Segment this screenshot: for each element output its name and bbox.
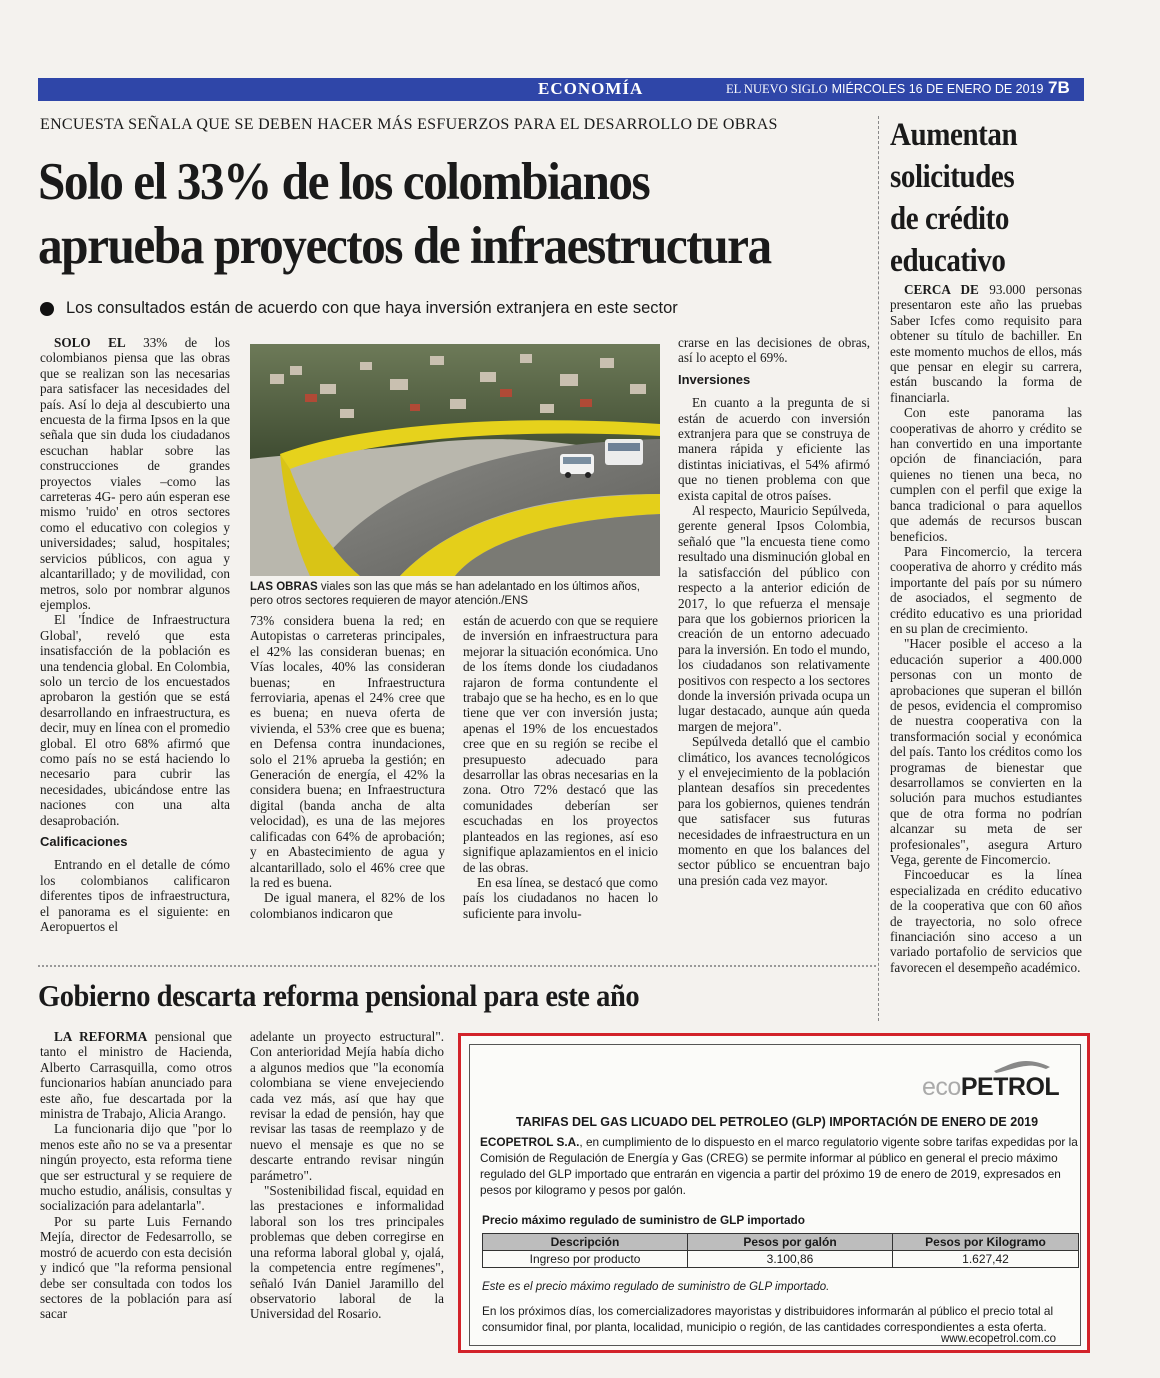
side-article-column: [890, 282, 1082, 975]
price-table: [482, 1233, 1079, 1268]
logo-eco: eco: [922, 1073, 961, 1101]
table-header-row: [483, 1234, 1079, 1251]
paragraph: "Hacer posible el acceso a la educación superior a 400.000 personas con un monto de aprobaciones que superan el billón de pesos, evidencia el compromiso de nuestra cooperativa con la transformación social y económica del país. Tanto los créditos como los programas de bienestar que desarrollamos se convierten en la solución para muchos estudiantes que de otra forma no podrían alcanzar su meta de ser profesionales", asegura Arturo Vega, gerente de Fincomercio.: [890, 636, 1082, 868]
masthead: EL NUEVO SIGLO: [726, 82, 828, 96]
paragraph: De igual manera, el 82% de los colombianos indicaron que: [250, 890, 445, 921]
page-number: 7B: [1048, 78, 1070, 97]
paragraph: Para Fincomercio, la tercera cooperativa de ahorro y crédito más importante del país por su número de asociados, el segmento de crédito educativo es una prioridad en su plan de crecimiento.: [890, 543, 1082, 636]
logo-petrol: PETROL: [960, 1073, 1060, 1101]
article-column-3: [463, 613, 658, 921]
caption-lead: LAS OBRAS: [250, 581, 318, 593]
ad-frame: [469, 1044, 1081, 1346]
ad-title: TARIFAS DEL GAS LICUADO DEL PETROLEO (GLP) IMPORTACIÓN DE ENERO DE 2019: [516, 1115, 1039, 1129]
lead-in: SOLO EL: [54, 335, 126, 350]
ad-body: [480, 1134, 1080, 1198]
ecopetrol-logo: [922, 1073, 1059, 1102]
table-header: Pesos por galón: [688, 1234, 893, 1251]
lead-in: CERCA DE: [904, 282, 979, 297]
ad-note: Este es el precio máximo regulado de suministro de GLP importado.: [482, 1281, 830, 1293]
paragraph: Sepúlveda detalló que el cambio climático, los avances tecnológicos y el envejecimiento de la población plantean desafíos sin precedentes para los gobiernos, quienes tendrán que satisfacer sus futuras necesidades de infraestructura en un momento en que los balances del sector público se encuentran bajo una presión cada vez mayor.: [678, 734, 870, 888]
table-header: Pesos por Kilogramo: [893, 1234, 1079, 1251]
paragraph: La funcionaria dijo que "por lo menos este año no se va a presentar ningún proyecto, esta reforma tiene que ser estructural y se requiere de mucho estudio, análisis, consultas y socialización para adelantarla".: [40, 1121, 232, 1214]
paragraph: En esa línea, se destacó que como país los ciudadanos no hacen lo suficiente para involu-: [463, 874, 658, 921]
paragraph: "Sostenibilidad fiscal, equidad en las prestaciones e informalidad laboral son los tres principales problemas que deben corregirse en una reforma laboral global y, ojalá, la competencia entre regímenes", señaló Iván Daniel Jaramillo del observatorio laboral de la Universidad del Rosario.: [250, 1183, 444, 1322]
article-headline: [38, 150, 819, 278]
pension-article-headline: Gobierno descarta reforma pensional para este año: [38, 978, 640, 1013]
paragraph: 93.000 personas presentaron este año las pruebas Saber Icfes como requisito para obtener su título de bachiller. En este momento muchos de ellos, más que pensar en elegir su carrera, están buscando la forma de financiarla.: [890, 282, 1082, 405]
section-separator: [38, 965, 876, 967]
caption-text: viales son las que más se han adelantado en los últimos años, pero otros sectores requieren de mayor atención./ENS: [250, 581, 640, 607]
subhead-inversiones: Inversiones: [678, 371, 751, 387]
pension-column-2: [250, 1029, 444, 1322]
ad-url: www.ecopetrol.com.co: [941, 1333, 1057, 1345]
headline-line-1: Solo el 33% de los colombianos: [38, 153, 650, 211]
pension-column-1: [40, 1029, 232, 1322]
table-cell: Ingreso por producto: [483, 1251, 688, 1268]
table-cell: 3.100,86: [688, 1251, 893, 1268]
lead-in: LA REFORMA: [54, 1029, 148, 1044]
ad-footer-text: En los próximos días, los comercializadores mayoristas y distribuidores informarán al público el precio total al consumidor final, por planta, localidad, municipio o región, de las cantidades correspondientes a esta oferta.: [482, 1304, 1054, 1334]
paragraph: 33% de los colombianos piensa que las obras que se realizan son las necesarias para satisfacer las necesidades del país. Así lo deja al descubierto una encuesta de la firma Ipsos en la que señala que sin duda los ciudadanos escuchan hablar sobre las construcciones de grandes proyectos viales –como las carreteras 4G- pero aún esperan ese mismo 'ruido' en otros sectores como el educativo con colegios y universidades; salud, hospitales; servicios públicos, con agua y alcantarillado; y de movilidad, con metros, solo por nombrar algunos ejemplos.: [40, 335, 230, 612]
ad-table-title: Precio máximo regulado de suministro de GLP importado: [482, 1213, 805, 1227]
paragraph: Fincoeducar es la línea especializada en crédito educativo de la cooperativa que con 60 años de trayectoria, no solo ofrece financiación sino acceso a un variado portafolio de servicios que favorecen el desempeño académico.: [890, 867, 1082, 975]
article-subheadline: Los consultados están de acuerdo con que haya inversión extranjera en este sector: [66, 299, 678, 317]
side-headline-line-4: educativo: [890, 243, 1006, 279]
ad-body-text: , en cumplimiento de lo dispuesto en el marco regulatorio vigente sobre tarifas expedidas por la Comisión de Regulación de Energía y Gas (CREG) se permite informar al público en general el precio máximo regulado del GLP importado que entrarán en vigencia a partir del próximo 19 de enero de 2019, expresados en pesos por kilogramo y pesos por galón.: [480, 1135, 1078, 1197]
article-kicker: ENCUESTA SEÑALA QUE SE DEBEN HACER MÁS ESFUERZOS PARA EL DESARROLLO DE OBRAS: [40, 116, 778, 133]
side-headline-line-2: solicitudes: [890, 159, 1015, 195]
paragraph: Con este panorama las cooperativas de ahorro y crédito se han convertido en una importante opción de financiación, para quienes no tienen una beca, no cumplen con el perfil que exige la banca tradicional o para aquellos que además de recursos buscan beneficios.: [890, 405, 1082, 544]
article-column-4: [678, 335, 870, 888]
paragraph: El 'Índice de Infraestructura Global', reveló que esta insatisfacción de la población es una tendencia global. En Colombia, solo un tercio de los encuestados aprobaron la gestión que se está desarrollando en infraestructura, es decir, muy en línea con el promedio global. El otro 68% afirmó que como país no se está haciendo lo necesario para cubrir las necesidades, ubicándose entre las naciones con una alta desaprobación.: [40, 612, 230, 828]
headline-line-2: aprueba proyectos de infraestructura: [38, 217, 771, 275]
table-header: Descripción: [483, 1234, 688, 1251]
section-name: ECONOMÍA: [538, 79, 644, 98]
side-article-headline: [890, 114, 1066, 282]
paragraph: En cuanto a la pregunta de si están de acuerdo con inversión extranjera para que se construya de manera rápida y eficiente las distintas iniciativas, el 54% afirmó que no tienen problema con que exista capital de otros países.: [678, 395, 870, 503]
paragraph: Entrando en el detalle de cómo los colombianos calificaron diferentes tipos de infraestructura, el panorama es el siguiente: en Aeropuertos el: [40, 857, 230, 935]
article-photo: [250, 344, 660, 576]
bullet-icon: [40, 302, 54, 316]
table-row: [483, 1251, 1079, 1268]
paragraph: pensional que tanto el ministro de Hacienda, Alberto Carrasquilla, como otros funcionarios habían anunciado para este año, fue descartada por la ministra de Trabajo, Alicia Arango.: [40, 1029, 232, 1122]
issue-date: MIÉRCOLES 16 DE ENERO DE 2019: [831, 82, 1044, 96]
paragraph: Por su parte Luis Fernando Mejía, director de Fedesarrollo, se mostró de acuerdo con esta decisión y indicó que "la reforma pensional debe ser consultada con todos los sectores de la población para así sacar: [40, 1213, 232, 1322]
paragraph: adelante un proyecto estructural". Con anterioridad Mejía había dicho a algunos medios que "la economía colombiana se viene envejeciendo cada vez más, así que hay que revisar la edad de pensión, hay que revisar las tasas de reemplazo y de nuevo el mensaje es que no se descarte entrando revisar ningún parámetro".: [250, 1029, 444, 1183]
photo-caption: [250, 580, 662, 608]
ecopetrol-advertisement: [458, 1033, 1090, 1353]
paragraph: están de acuerdo con que se requiere de inversión en infraestructura para mejorar la situación económica. Uno de los ítems donde los ciudadanos rajaron de forma contundente el trabajo que se ha hecho, es en lo que tiene que ver con inversión justa; apenas el 19% de los encuestados cree que en su región se recibe el presupuesto adecuado para desarrollar las obras necesarias en la zona. Otro 72% destacó que las comunidades deberían ser escuchadas en los proyectos planteados en las regiones, así eso signifique aplazamientos en el inicio de las obras.: [463, 613, 658, 875]
photo-illustration: [250, 344, 660, 576]
article-column-2: [250, 613, 445, 921]
iguana-icon: [992, 1057, 1052, 1075]
paragraph: crarse en las decisiones de obras, así lo acepto el 69%.: [678, 335, 870, 366]
side-headline-line-3: de crédito: [890, 201, 1009, 237]
side-headline-line-1: Aumentan: [890, 117, 1018, 153]
ad-body-lead: ECOPETROL S.A.: [480, 1135, 580, 1149]
subhead-calificaciones: Calificaciones: [40, 834, 128, 849]
paragraph: Al respecto, Mauricio Sepúlveda, gerente general Ipsos Colombia, señaló que "la encuesta tiene como resultado una disminución global en la satisfacción del público con respecto a la anterior edición de 2017, lo que refuerza el mensaje para que los gobiernos prioricen la creación de un entorno adecuado para la inversión. En todo el mundo, los ciudadanos son relativamente positivos con respecto a los sectores donde la inversión privada ocupa un lugar destacado, aunque aún queda margen de mejora".: [678, 503, 870, 734]
paper-info: [726, 82, 1044, 97]
section-header-bar: [38, 78, 1084, 101]
paragraph: 73% considera buena la red; en Autopistas o carreteras principales, el 42% las consideran buenas; en Vías locales, 40% las consideran buenas; en Infraestructura ferroviaria, apenas el 24% cree que es buena; en nueva oferta de vivienda, el 53% cree que es buena; en Defensa contra inundaciones, solo el 21% aprueba la gestión; en Generación de energía, el 42% la considera buena; en Infraestructura digital (banda ancha de alta velocidad), es una de las mejores calificadas con 64% de aprobación; y en Abastecimiento de agua y alcantarillado, solo el 46% cree que la red es buena.: [250, 613, 445, 890]
column-divider: [878, 116, 880, 1021]
article-column-1: [40, 335, 230, 934]
table-cell: 1.627,42: [893, 1251, 1079, 1268]
